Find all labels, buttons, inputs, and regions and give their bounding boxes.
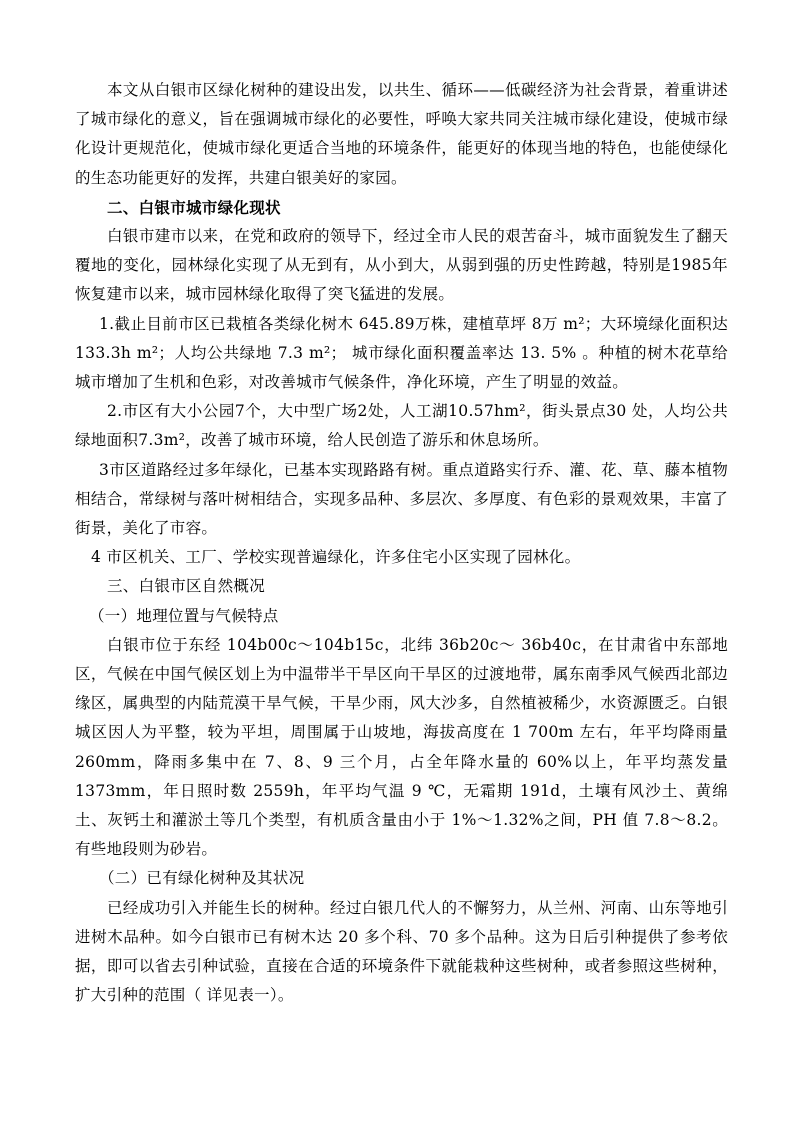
list-item-1: 1.截止目前市区已栽植各类绿化树木 645.89万株，建植草坪 8万 m²；大环境绿化面积达 133.3h m²；人均公共绿地 7.3 m²； 城市绿化面积覆盖率达 13. 5% 。种植的树木花草给城市增加了生机和色彩，对改善城市气候条件，净化环境，产生了明显的效益。 (75, 314, 728, 392)
subsection-2-body: 已经成功引入并能生长的树种。经过白银几代人的不懈努力，从兰州、河南、山东等地引进树木品种。如今白银市已有树木达 20 多个科、70 多个品种。这为日后引种提供了参考依据，即可以省去引种试验，直接在合适的环境条件下就能栽种这些树种，或者参照这些树种，扩大引种的范围（ 详见表一）。 (75, 898, 728, 1005)
intro-paragraph: 本文从白银市区绿化树种的建设出发，以共生、循环——低碳经济为社会背景，着重讲述了城市绿化的意义，旨在强调城市绿化的必要性，呼唤大家共同关注城市绿化建设，使城市绿化设计更规范化，使城市绿化更适合当地的环境条件，能更好的体现当地的特色，也能使绿化的生态功能更好的发挥，共建白银美好的家园。 (75, 81, 728, 187)
list-item-2: 2.市区有大小公园7个，大中型广场2处，人工湖10.57hm²，街头景点30 处，人均公共绿地面积7.3m²，改善了城市环境，给人民创造了游乐和休息场所。 (75, 402, 728, 450)
subsection-1-body: 白银市位于东经 104b00c～104b15c，北纬 36b20c～ 36b40c，在甘肃省中东部地区，气候在中国气候区划上为中温带半干旱区向干旱区的过渡地带，属东南季风气候西北部边缘区，属典型的内陆荒漠干旱气候，干旱少雨，风大沙多，自然植被稀少，水资源匮乏。白银城区因人为平整，较为平坦，周围属于山坡地，海拔高度在 1 700m 左右，年平均降雨量 260mm，降雨多集中在 7、8、9 三个月，占全年降水量的 60%以上，年平均蒸发量 1373mm，年日照时数 2559h，年平均气温 9 ℃，无霜期 191d，土壤有风沙土、黄绵土、灰钙土和灌淤土等几个类型，有机质含量由小于 1%～1.32%之间，PH 值 7.8～8.2。有些地段则为砂岩。 (75, 635, 728, 859)
list-item-3: 3市区道路经过多年绿化，已基本实现路路有树。重点道路实行乔、灌、花、草、藤本植物相结合，常绿树与落叶树相结合，实现多品种、多层次、多厚度、有色彩的景观效果，丰富了街景，美化了市容。 (75, 460, 728, 538)
section-2-heading: 二、白银市城市绿化现状 (107, 197, 281, 217)
section-3-heading: 三、白银市区自然概况 (107, 577, 266, 596)
list-item-4: 4 市区机关、工厂、学校实现普遍绿化，许多住宅小区实现了园林化。 (91, 548, 581, 567)
section-2-intro: 白银市建市以来，在党和政府的领导下，经过全市人民的艰苦奋斗，城市面貌发生了翻天覆地的变化，园林绿化实现了从无到有，从小到大，从弱到强的历史性跨越，特别是1985年恢复建市以来，城市园林绿化取得了突飞猛进的发展。 (75, 227, 728, 304)
subsection-1-heading: （一）地理位置与气候特点 (89, 606, 279, 625)
subsection-2-heading: （二）已有绿化树种及其状况 (99, 869, 305, 888)
